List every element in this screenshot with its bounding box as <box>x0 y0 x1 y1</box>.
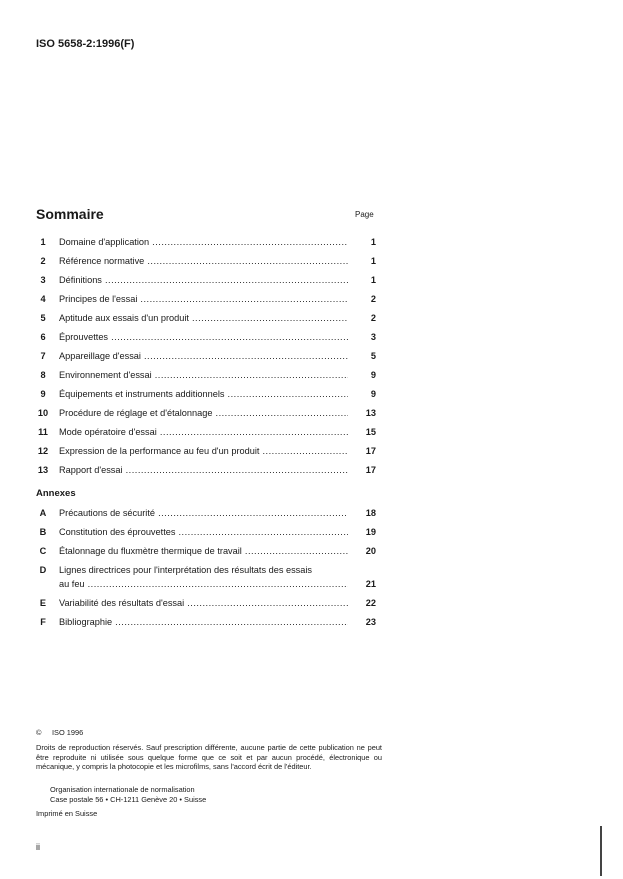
toc-entry-number: 11 <box>38 427 48 437</box>
toc-entry-title: Équipements et instruments additionnels ..... <box>59 387 348 401</box>
toc-entry-page: 2 <box>370 313 376 323</box>
toc-entry-number: 12 <box>37 446 49 456</box>
publisher-name: Organisation internationale de normalisation <box>50 785 195 794</box>
toc-entry-number: 13 <box>37 465 49 475</box>
annex-entry-title-line1: Lignes directrices pour l'interprétation des résultats des essais <box>59 565 313 575</box>
toc-entry-number: 7 <box>40 351 46 361</box>
page-edge-line <box>600 826 602 876</box>
toc-entry-page: 17 <box>365 465 376 475</box>
annex-entry[interactable] <box>36 506 376 520</box>
annex-entry[interactable] <box>36 565 376 591</box>
toc-entry[interactable] <box>36 387 376 401</box>
annex-entry-title: au feu ..... <box>59 577 348 591</box>
toc-entry-number: 2 <box>40 256 46 266</box>
toc-entry-number: 6 <box>40 332 46 342</box>
toc-entry[interactable] <box>36 425 376 439</box>
toc-entry[interactable] <box>36 311 376 325</box>
toc-entry-title: Procédure de réglage et d'étalonnage ..... <box>59 406 348 420</box>
toc-entry-number: 4 <box>40 294 46 304</box>
toc-entry[interactable] <box>36 444 376 458</box>
toc-entry-title: Aptitude aux essais d'un produit ..... <box>59 311 348 325</box>
toc-entry-number: 1 <box>40 237 46 247</box>
printed-in: Imprimé en Suisse <box>36 809 98 818</box>
toc-entry[interactable] <box>36 273 376 287</box>
annex-entry-title: Étalonnage du fluxmètre thermique de travail ..... <box>59 544 348 558</box>
annex-entry-page: 22 <box>365 598 376 608</box>
copyright-symbol: © <box>36 728 42 737</box>
toc-entry-page: 1 <box>370 256 376 266</box>
toc-entry-number: 3 <box>40 275 46 285</box>
toc-entry[interactable] <box>36 330 376 344</box>
toc-entry[interactable] <box>36 463 376 477</box>
annex-entry-title: Constitution des éprouvettes ..... <box>59 525 348 539</box>
annex-entry-page: 23 <box>365 617 376 627</box>
toc-entry-page: 1 <box>370 237 376 247</box>
toc-entry-title: Appareillage d'essai ..... <box>59 349 348 363</box>
toc-entry-title: Expression de la performance au feu d'un produit ..... <box>59 444 348 458</box>
annex-entry[interactable] <box>36 544 376 558</box>
toc-entry-title: Éprouvettes ..... <box>59 330 348 344</box>
toc-entry-page: 9 <box>370 389 376 399</box>
annex-entry-letter: B <box>39 527 47 537</box>
toc-entry-page: 9 <box>370 370 376 380</box>
toc-entry-page: 15 <box>365 427 376 437</box>
annexes-heading: Annexes <box>36 488 76 499</box>
toc-entry-page: 2 <box>370 294 376 304</box>
annex-entry-title: Bibliographie ..... <box>59 615 348 629</box>
document-id: ISO 5658-2:1996(F) <box>36 38 135 50</box>
toc-entry[interactable] <box>36 368 376 382</box>
toc-title: Sommaire <box>36 206 104 222</box>
toc-entry-page: 5 <box>370 351 376 361</box>
publisher-address: Case postale 56 • CH-1211 Genève 20 • Suisse <box>50 795 207 804</box>
toc-entry-number: 8 <box>40 370 46 380</box>
toc-entry-title: Environnement d'essai ..... <box>59 368 348 382</box>
toc-entry[interactable] <box>36 235 376 249</box>
toc-entry-title: Référence normative ..... <box>59 254 348 268</box>
annex-entry-page: 19 <box>365 527 376 537</box>
toc-entry-number: 9 <box>40 389 46 399</box>
toc-entry-number: 5 <box>40 313 46 323</box>
annex-entry-letter: D <box>39 565 47 575</box>
annex-entry-letter: E <box>39 598 47 608</box>
annex-entry-letter: A <box>39 508 47 518</box>
toc-entry-title: Mode opératoire d'essai ..... <box>59 425 348 439</box>
toc-entry-title: Rapport d'essai ..... <box>59 463 348 477</box>
annex-entry-letter: F <box>40 617 46 627</box>
annex-entry-page: 20 <box>365 546 376 556</box>
annex-entry-title: Précautions de sécurité ..... <box>59 506 348 520</box>
toc-entry-title: Principes de l'essai ..... <box>59 292 348 306</box>
toc-entry-page: 3 <box>370 332 376 342</box>
annex-entry-title: Variabilité des résultats d'essai ..... <box>59 596 348 610</box>
rights-notice: Droits de reproduction réservés. Sauf prescription différente, aucune partie de cette publication ne peut être reproduite ni utilisée sous quelque forme que ce soit et par aucun procédé, électronique ou mécanique, y compris la photocopie et les microfilms, sans l'accord écrit de l'éditeur. <box>36 743 382 771</box>
toc-entry[interactable] <box>36 349 376 363</box>
toc-entry-title: Domaine d'application ..... <box>59 235 348 249</box>
annex-entry[interactable] <box>36 525 376 539</box>
page-number: ii <box>36 842 40 852</box>
annex-entry[interactable] <box>36 615 376 629</box>
annex-entry-page: 21 <box>365 579 376 589</box>
toc-entry-number: 10 <box>37 408 49 418</box>
toc-entry-page: 13 <box>365 408 376 418</box>
annex-entry-page: 18 <box>365 508 376 518</box>
copyright-year: ISO 1996 <box>52 728 84 737</box>
toc-entry[interactable] <box>36 406 376 420</box>
annex-entry[interactable] <box>36 596 376 610</box>
annex-entry-letter: C <box>39 546 47 556</box>
page-column-label: Page <box>355 210 374 219</box>
toc-entry-title: Définitions ..... <box>59 273 348 287</box>
toc-entry[interactable] <box>36 292 376 306</box>
toc-entry[interactable] <box>36 254 376 268</box>
toc-entry-page: 17 <box>365 446 376 456</box>
toc-entry-page: 1 <box>370 275 376 285</box>
